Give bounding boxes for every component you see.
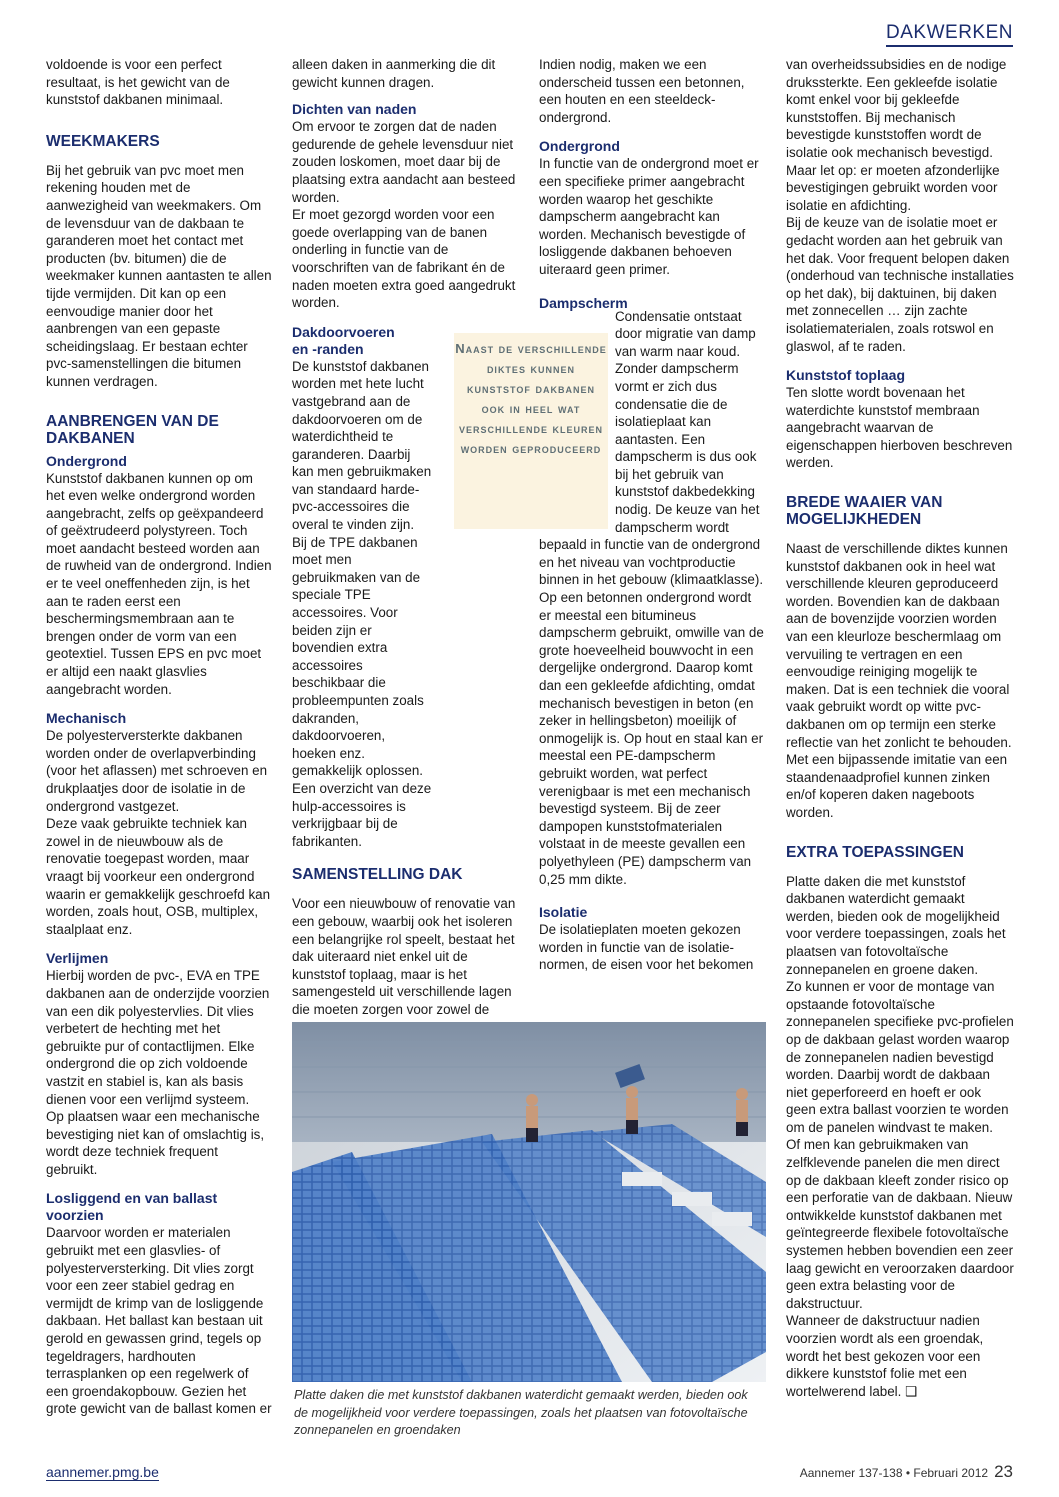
subheading-ondergrond-2: Ondergrond xyxy=(539,138,620,155)
subheading-dakdoorvoeren: Dakdoorvoeren en -randen xyxy=(292,323,395,357)
paragraph: Zo kunnen er voor de montage van opstaande fotovoltaïsche zonnepanelen specifieke pvc-profielen op de dakbaan gelast worden waarop de zonnepanelen nadien bevestigd worden. Daarbij wordt de dakbaan niet geperforeerd en hoeft er ook geen extra ballast voorzien te worden om de panelen windvast te maken. xyxy=(786,979,1014,1135)
paragraph: Condensatie ontstaat door migratie van damp van warm naar koud. Zonder dampscherm vormt er zich dus condensatie die de isolatieplaat kan aantasten. Een dampscherm is dus ook bij het gebruik van kunststof dakbedekking nodig. De keuze van het dampscherm wordt xyxy=(615,308,760,535)
paragraph: Platte daken die met kunststof dakbanen waterdicht gemaakt werden, bieden ook de mogelijkheid voor verdere toepassingen, zoals het plaatsen van fotovoltaïsche zonnepanelen en groene daken. xyxy=(786,873,1006,977)
subheading-toplaag: Kunststof toplaag xyxy=(786,367,905,384)
heading-aanbrengen: AANBRENGEN VAN DE DAKBANEN xyxy=(46,412,219,447)
page-number: 23 xyxy=(994,1462,1013,1481)
heading-extra: EXTRA TOEPASSINGEN xyxy=(786,843,964,861)
paragraph: Daarvoor worden er materialen gebruikt met een glasvlies- of polyesterversterking. Dit vlies zorgt voor een zeer stabiel gedrag en vermijdt de krimp van de losliggende dakbaan. Het ballast kan bestaan uit gerold en gewassen grind, tegels op tegeldragers, hardhouten terrasplanken op een regelwerk of een groendakopbouw. Gezien het grote gewicht van de ballast komen er xyxy=(46,1225,272,1417)
paragraph: Ten slotte wordt bovenaan het waterdichte kunststof membraan aangebracht waarvan de eigenschappen hierboven beschreven werden. xyxy=(786,385,1013,471)
paragraph: Er moet gezorgd worden voor een goede overlapping van de banen onderling in functie van de voorschriften van de fabrikant én de naden moeten extra goed aangedrukt worden. xyxy=(292,207,516,311)
issue-label: Aannemer 137-138 • Februari 2012 xyxy=(799,1466,989,1480)
heading-samenstelling: SAMENSTELLING DAK xyxy=(292,866,463,884)
paragraph: Naast de verschillende diktes kunnen kunststof dakbanen ook in heel wat verschillende kleuren geproduceerd worden. Bovendien kan de dakbaan aan de bovenzijde voorzien worden van een kleurloze beschermlaag om vervuiling te vertragen en een eenvoudige reiniging mogelijk te maken. Dat is een techniek die vooral vaak gebruikt wordt op witte pvc-dakbanen om op termijn een sterke reflectie van het zonlicht te behouden. Met een bijpassende imitatie van een staandenaadprofiel kunnen zinken en/of koperen daken nageboots worden. xyxy=(786,541,1012,820)
paragraph: De polyesterversterkte dakbanen worden onder de overlapverbinding (voor het aflassen) met schroeven en drukplaatjes door de isolatie in de ondergrond vastgezet. xyxy=(46,728,268,814)
paragraph: De isolatieplaten moeten gekozen worden in functie van de isolatie-normen, de eisen voor het bekomen xyxy=(539,922,754,973)
subheading-losliggend: Losliggend en van ballast voorzien xyxy=(46,1190,218,1224)
paragraph: Wanneer de dakstructuur nadien voorzien wordt als een groendak, wordt het best gekozen voor een dikkere kunststof folie met een wortelwerend label. ❑ xyxy=(786,1313,984,1399)
paragraph: Bij de keuze van de isolatie moet er gedacht worden aan het gebruik van het dak. Voor frequent belopen daken (onderhoud van technische installaties op het dak), bij daktuinen, bij daken met zonnecellen … zijn zachte isolatiematerialen, zoals rotswol en glaswol, af te raden. xyxy=(786,215,1014,354)
paragraph: bepaald in functie van de ondergrond en het niveau van vochtproductie binnen in het gebouw (klimaatklasse). Op een betonnen ondergrond wordt er meestal een bitumineus dampscherm gebruikt, omwille van de grote hoeveelheid bouwvocht in een dergelijke ondergrond. Daarop komt dan een gekleefde afdichting, omdat mechanisch bevestigen in beton (en zeker in hellingsbeton) moeilijk of onmogelijk is. Op hout en staal kan er meestal een PE-dampscherm gebruikt worden, wat perfect verenigbaar is met een mechanisch bevestigd systeem. Bij de zeer dampopen kunststofmaterialen volstaat in de meeste gevallen een polyethyleen (PE) dampscherm van 0,25 mm dikte. xyxy=(539,537,764,887)
paragraph: Indien nodig, maken we een onderscheid tussen een betonnen, een houten en een steeldeck-ondergrond. xyxy=(539,57,745,125)
paragraph: Kunststof dakbanen kunnen op om het even welke ondergrond worden aangebracht, zelfs op geëxpandeerd of geëxtrudeerd polystyreen. Toch moet aandacht besteed worden aan de ruwheid van de ondergrond. Indien er te veel oneffenheden zijn, is het aan te raden eerst een beschermingsmembraan aan te brengen onder de vorm van een geotextiel. Tussen EPS en pvc moet er altijd een naakt glasvlies aangebracht worden. xyxy=(46,470,272,697)
pull-quote: Naast de verschillende diktes kunnen kunststof dakbanen ook in heel wat verschillende kleuren worden geproduceerd xyxy=(454,333,608,529)
heading-waaier: BREDE WAAIER VAN MOGELIJKHEDEN xyxy=(786,494,943,529)
subheading-dichten: Dichten van naden xyxy=(292,101,417,118)
paragraph: Hierbij worden de pvc-, EVA en TPE dakbanen aan de onderzijde voorzien van een dik polyestervlies. Dit vlies verbetert de hechting met het gebruikte pur of contactlijmen. Elke ondergrond die op zich voldoende vastzit en stabiel is, kan als basis dienen voor een verlijmd systeem. xyxy=(46,968,270,1107)
paragraph: Deze vaak gebruikte techniek kan zowel in de nieuwbouw als de renovatie toegepast worden, maar vraagt bij voorkeur een ondergrond waarin er gemakkelijk geschroefd kan worden, zoals hout, OSB, multiplex, staalplaat enz. xyxy=(46,816,271,937)
footer-issue-info xyxy=(800,1462,1013,1482)
subheading-ondergrond: Ondergrond xyxy=(46,452,127,469)
subheading-dampscherm: Dampscherm xyxy=(539,294,628,311)
column-1 xyxy=(46,56,272,1418)
heading-weekmakers: WEEKMAKERS xyxy=(46,132,160,150)
website-link[interactable]: aannemer.pmg.be xyxy=(46,1464,159,1480)
paragraph: In functie van de ondergrond moet er een specifieke primer aangebracht worden waarop het geschikte dampscherm aangebracht kan worden. Mechanisch bevestigde of losliggende dakbanen behoeven uiteraard geen primer. xyxy=(539,156,759,277)
paragraph: Bij het gebruik van pvc moet men rekening houden met de aanwezigheid van weekmakers. Om de levensduur van de dakbaan te garanderen moet het contact met producten (bv. bitumen) die de weekmaker kunnen aantasten te allen tijde vermijden. Dit kan op een eenvoudige manier door het aanbrengen van een gepaste scheidingslaag. Er bestaan echter pvc-samenstellingen die bitumen kunnen verdragen. xyxy=(46,162,272,389)
subheading-mechanisch: Mechanisch xyxy=(46,710,127,727)
paragraph: alleen daken in aanmerking die dit gewicht kunnen dragen. xyxy=(292,57,496,90)
paragraph: Om ervoor te zorgen dat de naden gedurende de gehele levensduur niet zouden loskomen, moet daar bij de plaatsing extra aandacht aan besteed worden. xyxy=(292,119,516,205)
subheading-isolatie: Isolatie xyxy=(539,904,588,921)
paragraph: Op plaatsen waar een mechanische bevestiging niet kan of omslachtig is, wordt deze techniek frequent gebruikt. xyxy=(46,1109,265,1177)
photo-caption: Platte daken die met kunststof dakbanen waterdicht gemaakt werden, bieden ook de mogelijkheid voor verdere toepassingen, zoals het plaatsen van fotovoltaïsche zonnepanelen en groendaken xyxy=(294,1388,748,1438)
paragraph: voldoende is voor een perfect resultaat, is het gewicht van de kunststof dakbanen minimaal. xyxy=(46,57,230,108)
subheading-verlijmen: Verlijmen xyxy=(46,950,109,967)
paragraph: van overheidssubsidies en de nodige drukssterkte. Een gekleefde isolatie komt enkel voor bij gekleefde kunststoffen. Bij mechanisch bevestigde kunststoffen wordt de isolatie ook mechanisch bevestigd. Maar let op: er moeten afzonderlijke bevestigingen gebruikt worden voor isolatie en afdichting. xyxy=(786,57,1007,213)
column-4 xyxy=(786,56,1014,1400)
paragraph: Voor een nieuwbouw of renovatie van een gebouw, waarbij ook het isoleren een belangrijke rol speelt, bestaat het dak uiteraard niet enkel uit de kunststof toplaag, maar is het samengesteld uit verschillende lagen die moeten zorgen voor zowel de xyxy=(292,896,516,1017)
rooftop-solar-photo xyxy=(292,1022,766,1382)
section-tag: DAKWERKEN xyxy=(886,22,1013,47)
paragraph: Of men kan gebruikmaken van zelfklevende panelen die men direct op de dakbaan kleeft zonder risico op een perforatie van de dakbaan. Nieuw ontwikkelde kunststof dakbanen met geïntegreerde flexibele fotovoltaïsche systemen hebben bovendien een zeer laag gewicht en veroorzaken daardoor geen extra belasting voor de dakstructuur. xyxy=(786,1137,1014,1311)
paragraph: De kunststof dakbanen worden met hete lucht vastgebrand aan de dakdoorvoeren om de waterdichtheid te garanderen. Daarbij kan men gebruikmaken van standaard harde-pvc-accessoires die overal te vinden zijn. Bij de TPE dakbanen moet men gebruikmaken van de speciale TPE accessoires. Voor beiden zijn er bovendien extra accessoires beschikbaar die probleempunten zoals dakranden, dakdoorvoeren, hoeken enz. gemakkelijk oplossen. Een overzicht van deze hulp-accessoires is verkrijgbaar bij de fabrikanten. xyxy=(292,358,432,849)
column-2 xyxy=(292,56,518,1124)
